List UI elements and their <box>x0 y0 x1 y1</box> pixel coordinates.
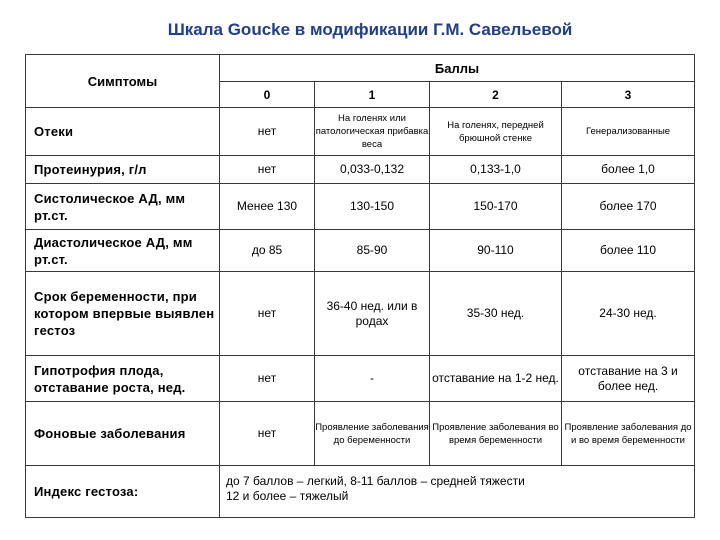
row-score-1: 130-150 <box>315 184 430 230</box>
row-score-1: 85-90 <box>315 230 430 272</box>
row-symptom: Гипотрофия плода, отставание роста, нед. <box>26 356 220 402</box>
row-score-3: отставание на 3 и более нед. <box>562 356 695 402</box>
row-score-2: отставание на 1-2 нед. <box>430 356 562 402</box>
index-row <box>26 466 695 518</box>
index-line-1: до 7 баллов – легкий, 8-11 баллов – средней тяжести <box>226 474 525 488</box>
row-score-1: Проявление заболевания до беременности <box>315 402 430 466</box>
row-score-2: 150-170 <box>430 184 562 230</box>
table-row <box>26 230 695 272</box>
score-3-header: 3 <box>562 82 695 108</box>
row-score-3: более 1,0 <box>562 156 695 184</box>
goucke-scale-table <box>25 54 695 518</box>
symptoms-header: Симптомы <box>26 55 220 108</box>
row-score-3: более 110 <box>562 230 695 272</box>
row-score-1: На голенях или патологическая прибавка веса <box>315 108 430 156</box>
row-score-2: 90-110 <box>430 230 562 272</box>
table-row <box>26 272 695 356</box>
row-score-3: 24-30 нед. <box>562 272 695 356</box>
row-score-3: Генерализованные <box>562 108 695 156</box>
table-row <box>26 108 695 156</box>
row-score-1: 0,033-0,132 <box>315 156 430 184</box>
row-score-2: 0,133-1,0 <box>430 156 562 184</box>
row-symptom: Фоновые заболевания <box>26 402 220 466</box>
row-score-0: нет <box>220 272 315 356</box>
points-header: Баллы <box>220 55 695 82</box>
index-label: Индекс гестоза: <box>26 466 220 518</box>
row-score-0: нет <box>220 156 315 184</box>
row-score-1: 36-40 нед. или в родах <box>315 272 430 356</box>
table-row <box>26 156 695 184</box>
row-score-2: На голенях, передней брюшной стенке <box>430 108 562 156</box>
row-score-1: - <box>315 356 430 402</box>
row-score-3: Проявление заболевания до и во время беременности <box>562 402 695 466</box>
row-score-2: 35-30 нед. <box>430 272 562 356</box>
row-symptom: Протеинурия, г/л <box>26 156 220 184</box>
header-row <box>26 55 695 82</box>
row-symptom: Срок беременности, при котором впервые выявлен гестоз <box>26 272 220 356</box>
row-symptom: Систолическое АД, мм рт.ст. <box>26 184 220 230</box>
row-symptom: Отеки <box>26 108 220 156</box>
index-description <box>220 466 695 518</box>
score-0-header: 0 <box>220 82 315 108</box>
row-score-0: нет <box>220 108 315 156</box>
page-title: Шкала Goucke в модификации Г.М. Савельевой <box>167 20 573 39</box>
row-score-0: Менее 130 <box>220 184 315 230</box>
index-line-2: 12 и более – тяжелый <box>226 489 349 503</box>
score-2-header: 2 <box>430 82 562 108</box>
table-row <box>26 184 695 230</box>
row-score-0: нет <box>220 356 315 402</box>
row-score-2: Проявление заболевания во время беременности <box>430 402 562 466</box>
score-1-header: 1 <box>315 82 430 108</box>
row-symptom: Диастолическое АД, мм рт.ст. <box>26 230 220 272</box>
row-score-0: до 85 <box>220 230 315 272</box>
table-row <box>26 402 695 466</box>
table-row <box>26 356 695 402</box>
row-score-0: нет <box>220 402 315 466</box>
row-score-3: более 170 <box>562 184 695 230</box>
